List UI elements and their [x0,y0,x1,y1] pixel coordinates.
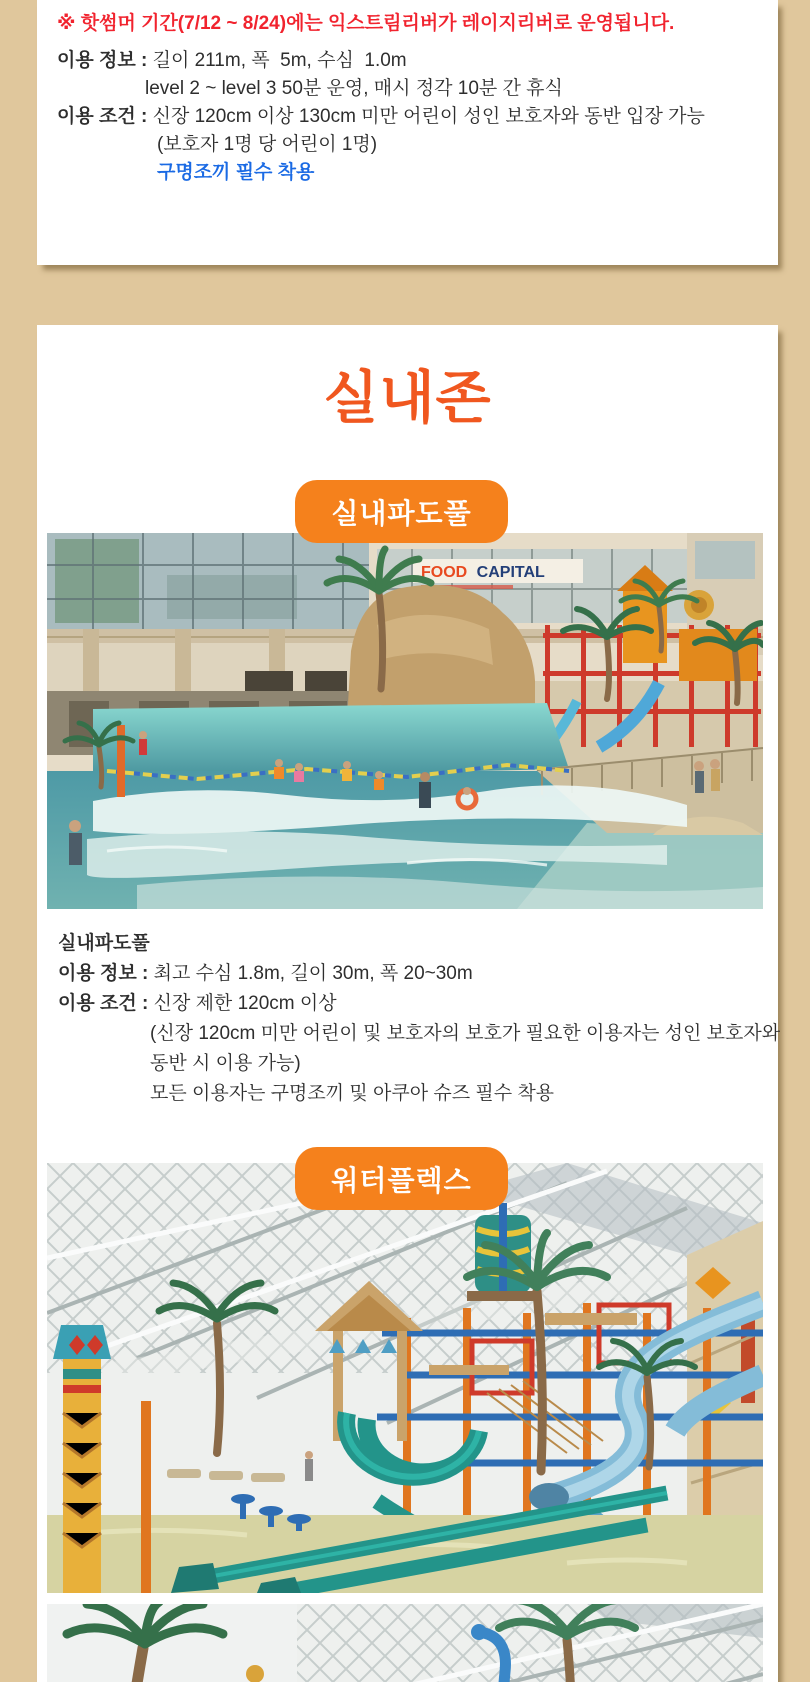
wave-pool-cond-value: 신장 제한 120cm 이상 [153,993,337,1014]
partial-next-photo [47,1604,763,1682]
wave-pool-cond-cont1: (신장 120cm 미만 어린이 및 보호자의 보호가 필요한 이용자는 성인 보호자와 [150,1023,781,1044]
indoor-zone-title: 실내존 [323,366,492,430]
truss-roof [297,1604,763,1682]
notice-lines [57,47,705,187]
wave-pool-description [58,929,780,1109]
wave-pool-info-line [58,959,780,989]
notice-card [37,0,778,265]
indoor-wave-pool-illustration [47,533,763,909]
wave-pool-badge-label: 실내파도풀 [331,497,472,529]
indoor-wave-pool-photo [47,533,763,909]
usage-info-value: 길이 211m, 폭 5m, 수심 1.0m [152,50,407,71]
usage-cond-value: 신장 120cm 이상 130cm 미만 어린이 성인 보호자와 동반 입장 가능 [152,106,705,127]
wave-pool-badge [295,480,508,543]
waterplex-badge [295,1147,508,1210]
wave-pool-info-label: 이용 정보 : [58,963,154,984]
life-jacket-notice: 구명조끼 필수 착용 [157,162,315,183]
usage-cond-label: 이용 조건 : [57,106,153,127]
wave-pool-cond-line [58,989,780,1019]
wave-pool-cond-cont2: 동반 시 이용 가능) [150,1053,301,1074]
waterplex-badge-label: 워터플렉스 [331,1164,472,1196]
wave-pool-cond-cont3: 모든 이용자는 구명조끼 및 아쿠아 슈즈 필수 착용 [150,1083,555,1104]
svg-text:FOOD CAPITAL [421,564,545,581]
waterplex-photo [47,1163,763,1593]
wave-pool-heading: 실내파도풀 [58,933,150,954]
indoor-zone-card [37,325,781,1682]
usage-info-cont: level 2 ~ level 3 50분 운영, 매시 정각 10분 간 휴식 [145,78,563,99]
usage-cond-line [57,103,705,131]
partial-photo-illustration [47,1604,763,1682]
usage-info-line [57,47,705,75]
wave-pool-cond-label: 이용 조건 : [58,993,154,1014]
food-capital-word2: CAPITAL [476,564,545,581]
wave-pool-info-value: 최고 수심 1.8m, 길이 30m, 폭 20~30m [153,963,473,984]
usage-info-label: 이용 정보 : [57,50,153,71]
hot-summer-notice: ※ 핫썸머 기간(7/12 ~ 8/24)에는 익스트림리버가 레이지리버로 운영됩니다. [57,13,675,34]
usage-cond-cont1: (보호자 1명 당 어린이 1명) [157,134,378,155]
waterplex-illustration [47,1163,763,1593]
food-capital-word1: FOOD [421,564,468,581]
